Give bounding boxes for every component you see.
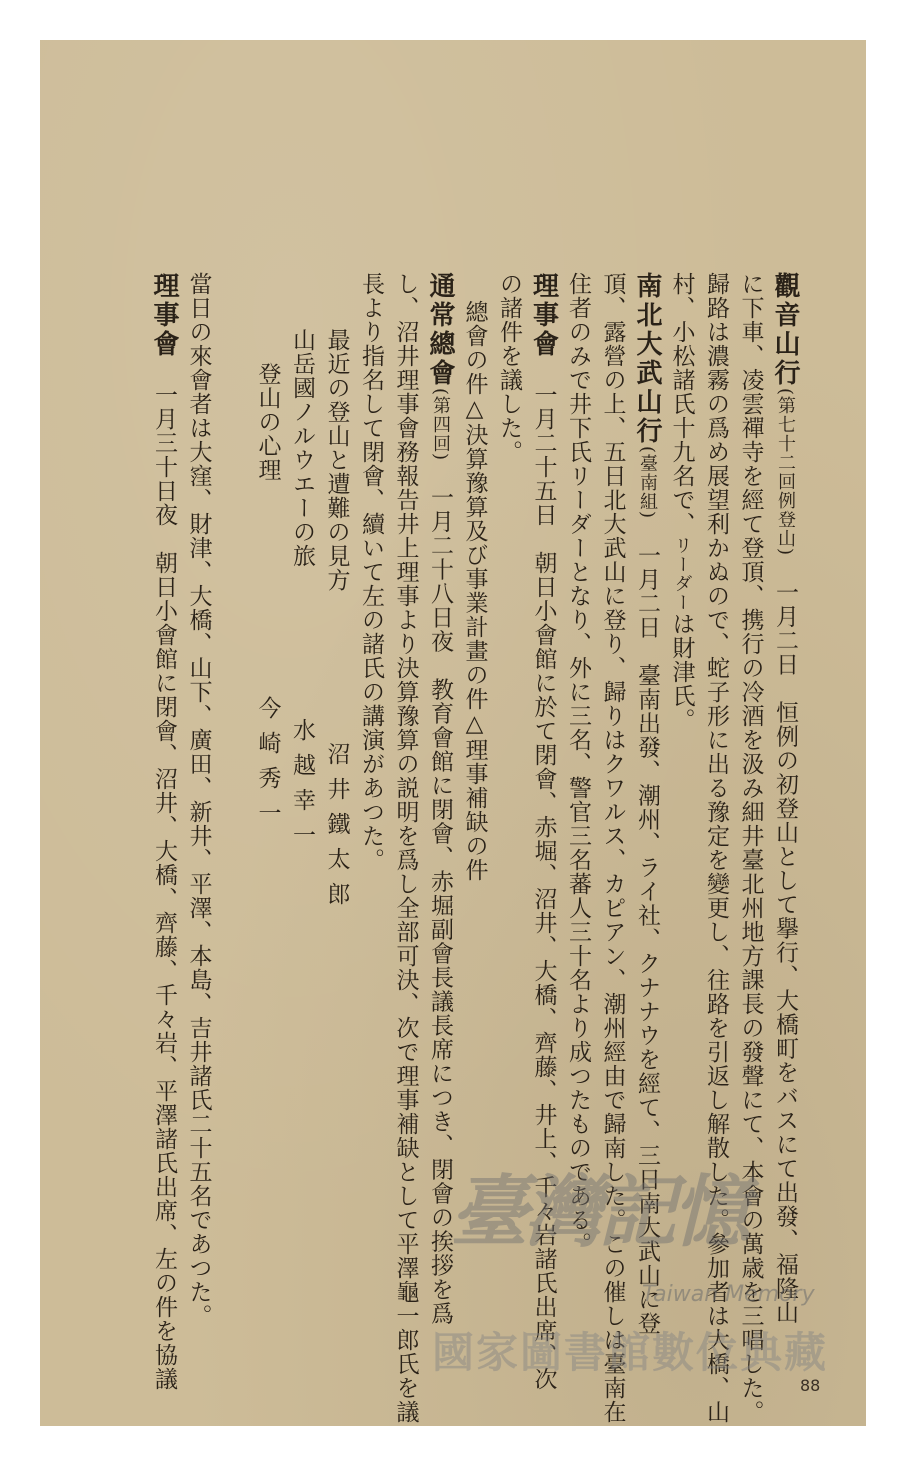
text-line xyxy=(388,272,423,1424)
text-line xyxy=(664,272,699,1372)
text-line xyxy=(699,272,734,1424)
text-line xyxy=(561,272,596,1372)
lecturer-name: 水越幸一 xyxy=(289,718,315,858)
lecture-line xyxy=(319,272,354,1372)
line-text: 一月三十日夜 朝日小會館に閉會、沼井、大橋、齊藤、千々岩、平澤諸氏出席、左の件を協議 xyxy=(151,359,177,1391)
text-line xyxy=(630,272,665,1372)
line-text: 一月二十八日夜 教育會館に閉會、赤堀副會長議長席につき、閉會の挨拶を爲 xyxy=(427,461,453,1326)
line-text: 一月二日 恒例の初登山として擧行、大橋町をバスにて出發、福隆山 xyxy=(772,556,798,1325)
page-number: 88 xyxy=(800,1376,821,1395)
section-heading: 觀音山行 xyxy=(770,272,800,388)
heading-note: (臺南組) xyxy=(637,446,658,520)
line-text: 一月二十五日 朝日小會館に於て閉會、赤堀、沼井、大橋、齊藤、井上、千々岩諸氏出席、次 xyxy=(530,359,557,1391)
lecture-line xyxy=(285,272,320,1372)
text-line xyxy=(181,272,216,1372)
section-heading: 通常總會 xyxy=(425,272,455,388)
line-text: 當日の來會者は大窪、財津、大橋、山下、廣田、新井、平澤、本島、吉井諸氏二十五名であつた。 xyxy=(185,272,212,1328)
leader-label: リーダー xyxy=(671,536,693,612)
vertical-text-block xyxy=(147,272,803,1424)
heading-note: (第四回) xyxy=(430,388,451,462)
watermark-title: 國家圖書館數位典藏 xyxy=(432,1328,829,1377)
section-heading: 南北大武山行 xyxy=(632,272,662,446)
text-line xyxy=(768,272,803,1372)
section-heading: 理事會 xyxy=(149,272,179,359)
line-text: 長より指名して閉會、續いて左の諸氏の講演があつた。 xyxy=(358,272,384,872)
lecture-title: 最近の登山と遭難の見方 xyxy=(323,328,350,592)
text-line xyxy=(147,272,182,1391)
watermark-calligraphy: 臺灣記憶 xyxy=(450,1167,747,1258)
text-line xyxy=(595,272,630,1424)
lecture-line xyxy=(250,272,285,1372)
line-text: は財津氏。 xyxy=(668,612,695,732)
line-text: 村、小松諸氏十九名で、 xyxy=(668,272,695,536)
agenda-items: 總會の件△決算豫算及び事業計畫の件△理事補缺の件 xyxy=(461,300,488,882)
lecture-title: 登山の心理 xyxy=(254,362,281,482)
line-text: 住者のみで井下氏リーダーとなり、外に三名、警官三名蕃人三十名より成つたものである。 xyxy=(565,272,591,1256)
heading-note: (第七十二回例登山) xyxy=(775,388,796,557)
text-line xyxy=(733,272,768,1424)
line-text: 頂、露營の上、五日北大武山に登り、歸りはクワルス、カピアン、潮州經由で歸南した。この催しは臺南在 xyxy=(599,272,626,1424)
line-text: に下車、凌雲禪寺を經て登頂、携行の冷酒を汲み細井臺北州地方課長の發聲にて、本會の萬歳を三唱した。 xyxy=(737,272,764,1424)
line-text: の諸件を議した。 xyxy=(496,272,522,464)
text-line xyxy=(457,272,492,1372)
lecture-title: 山岳國ノルウエーの旅 xyxy=(289,328,315,568)
lecturer-name: 沼井鐵太郎 xyxy=(323,742,350,917)
line-text: 一月二日 臺南出發、潮州、ライ社、クナナウを經て、三日南大武山に登 xyxy=(634,519,660,1336)
text-line xyxy=(354,272,389,1372)
text-line xyxy=(526,272,561,1391)
text-line xyxy=(492,272,527,1372)
line-text: 歸路は濃霧の爲め展望利かぬので、蛇子形に出る豫定を變更し、往路を引返し解散した。參加者は大橋、山 xyxy=(703,272,729,1424)
watermark-english: Taiwan Memory xyxy=(642,1282,815,1307)
text-line xyxy=(423,272,458,1372)
line-text: し、沼井理事會務報告井上理事より決算豫算の説明を爲し全部可決、次で理事補缺として平澤龜一郎氏を議 xyxy=(392,272,419,1424)
spacer xyxy=(216,272,251,1372)
lecturer-name: 今崎秀一 xyxy=(254,696,281,836)
section-heading: 理事會 xyxy=(528,272,559,359)
book-page xyxy=(40,40,866,1426)
